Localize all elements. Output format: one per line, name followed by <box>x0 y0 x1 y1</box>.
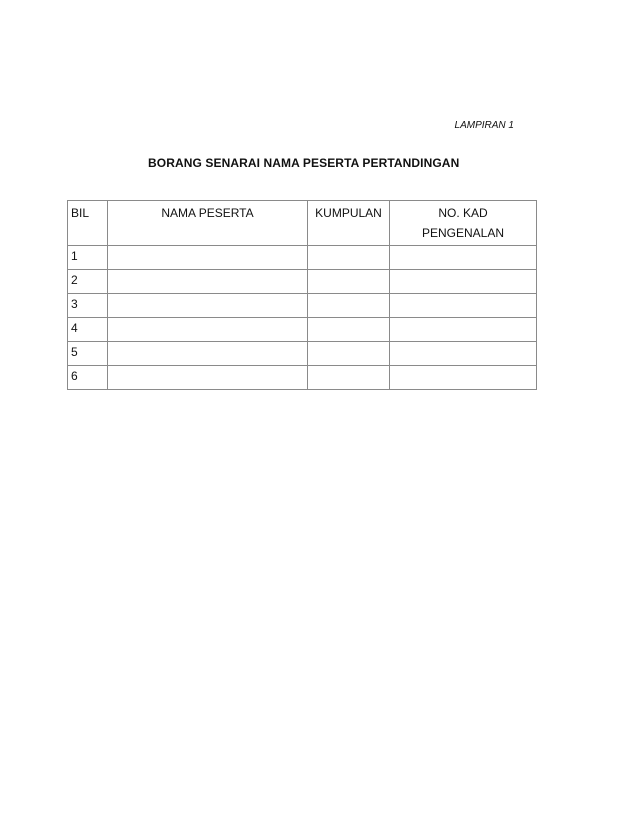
appendix-label: LAMPIRAN 1 <box>454 120 514 131</box>
cell-no-kad[interactable] <box>390 342 537 366</box>
cell-no-kad[interactable] <box>390 246 537 270</box>
cell-kumpulan[interactable] <box>308 342 390 366</box>
cell-bil: 2 <box>68 270 108 294</box>
cell-no-kad[interactable] <box>390 318 537 342</box>
table-row <box>68 342 537 366</box>
cell-nama-peserta[interactable] <box>108 366 308 390</box>
cell-no-kad[interactable] <box>390 294 537 318</box>
form-title: BORANG SENARAI NAMA PESERTA PERTANDINGAN <box>148 156 460 170</box>
cell-bil: 1 <box>68 246 108 270</box>
cell-kumpulan[interactable] <box>308 294 390 318</box>
cell-kumpulan[interactable] <box>308 366 390 390</box>
cell-no-kad[interactable] <box>390 270 537 294</box>
cell-no-kad[interactable] <box>390 366 537 390</box>
table-header-row <box>68 201 537 246</box>
cell-bil: 6 <box>68 366 108 390</box>
column-header-no-kad-line1: NO. KAD <box>438 206 488 220</box>
cell-bil: 5 <box>68 342 108 366</box>
cell-nama-peserta[interactable] <box>108 318 308 342</box>
column-header-no-kad-pengenalan <box>390 201 537 246</box>
cell-kumpulan[interactable] <box>308 318 390 342</box>
table-row <box>68 366 537 390</box>
cell-nama-peserta[interactable] <box>108 270 308 294</box>
cell-bil: 3 <box>68 294 108 318</box>
column-header-bil: BIL <box>68 201 108 246</box>
column-header-kumpulan: KUMPULAN <box>308 201 390 246</box>
participant-table <box>67 200 537 390</box>
table-row <box>68 246 537 270</box>
cell-kumpulan[interactable] <box>308 246 390 270</box>
table-row <box>68 318 537 342</box>
cell-nama-peserta[interactable] <box>108 342 308 366</box>
cell-bil: 4 <box>68 318 108 342</box>
cell-nama-peserta[interactable] <box>108 246 308 270</box>
cell-nama-peserta[interactable] <box>108 294 308 318</box>
column-header-no-kad-line2: PENGENALAN <box>421 226 505 240</box>
table-row <box>68 294 537 318</box>
cell-kumpulan[interactable] <box>308 270 390 294</box>
column-header-nama-peserta: NAMA PESERTA <box>108 201 308 246</box>
table-row <box>68 270 537 294</box>
